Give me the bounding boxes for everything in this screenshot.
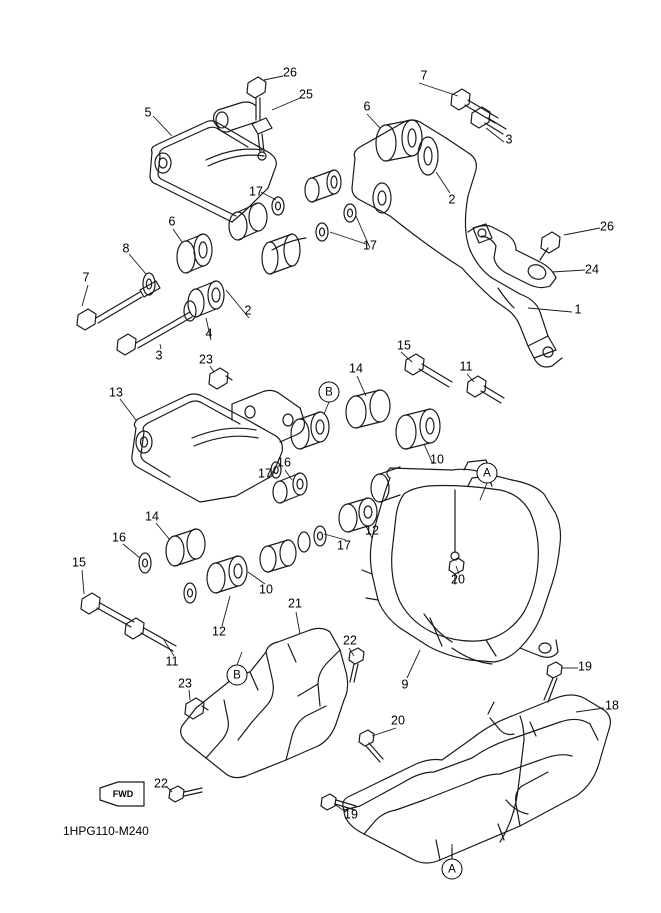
section-ref-a-lower: A [442, 859, 463, 880]
callout: 4 [205, 326, 213, 341]
callout: 19 [578, 659, 592, 674]
callout: 11 [459, 359, 473, 374]
callout: 12 [365, 523, 379, 538]
callout: 22 [343, 633, 357, 648]
fwd-label: FWD [112, 789, 134, 799]
bolt-15-upper [405, 354, 452, 387]
callout: 2 [448, 192, 456, 207]
washer-17-cluster [272, 197, 356, 241]
center-pin-A [452, 716, 524, 858]
callout: 11 [165, 654, 179, 669]
bolt-22-lower [169, 786, 202, 802]
bushing-cluster-lower-left [271, 390, 440, 552]
callout: 10 [430, 452, 444, 467]
callout: 3 [505, 132, 513, 147]
callout: 8 [122, 241, 130, 256]
lower-arm-right-9 [362, 460, 561, 664]
bolt-upper-left-3 [117, 312, 192, 355]
bushing-cluster-upper-right [262, 120, 438, 274]
nut-23-upper [209, 368, 232, 389]
skid-plate-21 [181, 624, 348, 777]
bolt-20-lower [359, 730, 383, 762]
callout: 6 [168, 214, 176, 229]
callout: 1 [574, 302, 582, 317]
callout: 23 [199, 352, 213, 367]
callout: 20 [451, 572, 465, 587]
callout: 19 [344, 807, 358, 822]
bolt-19-right [544, 662, 562, 702]
top-bracket-25 [214, 77, 273, 160]
callout: 7 [420, 68, 428, 83]
callout: 9 [401, 677, 409, 692]
bolt-upper-right-7 [451, 89, 498, 123]
callout: 26 [600, 219, 614, 234]
callout: 7 [82, 270, 90, 285]
callout: 18 [605, 698, 619, 713]
knuckle-24 [468, 226, 560, 288]
callout: 2 [244, 303, 252, 318]
callout: 15 [72, 555, 86, 570]
callout: 10 [259, 582, 273, 597]
bolt-15-lower [81, 593, 134, 627]
callout: 20 [391, 713, 405, 728]
callout: 22 [154, 776, 168, 791]
diagram-code: 1HPG110-M240 [63, 824, 149, 838]
bolt-22-upper [349, 648, 364, 682]
lower-arm-left-13 [132, 390, 305, 502]
callout: 17 [337, 538, 351, 553]
callout: 6 [363, 99, 371, 114]
callout: 5 [144, 105, 152, 120]
bolt-11-lower [125, 618, 176, 651]
callout: 21 [288, 596, 302, 611]
section-ref-b-upper: B [319, 382, 340, 403]
callout: 17 [363, 238, 377, 253]
callout: 16 [277, 455, 291, 470]
callout: 26 [283, 65, 297, 80]
callout: 17 [258, 466, 272, 481]
upper-arm-left [150, 121, 276, 222]
callout: 23 [178, 676, 192, 691]
callout: 13 [109, 385, 123, 400]
callout: 16 [112, 530, 126, 545]
callout: 12 [212, 624, 226, 639]
upper-arm-right [352, 120, 562, 367]
section-ref-a-upper: A [477, 463, 498, 484]
callout: 17 [249, 184, 263, 199]
callout: 14 [145, 509, 159, 524]
callout: 25 [299, 87, 313, 102]
callout: 24 [585, 262, 599, 277]
callout: 14 [349, 361, 363, 376]
callout: 15 [397, 338, 411, 353]
callout: 3 [155, 348, 163, 363]
section-ref-b-lower: B [227, 665, 248, 686]
skid-plate-18 [343, 695, 611, 863]
